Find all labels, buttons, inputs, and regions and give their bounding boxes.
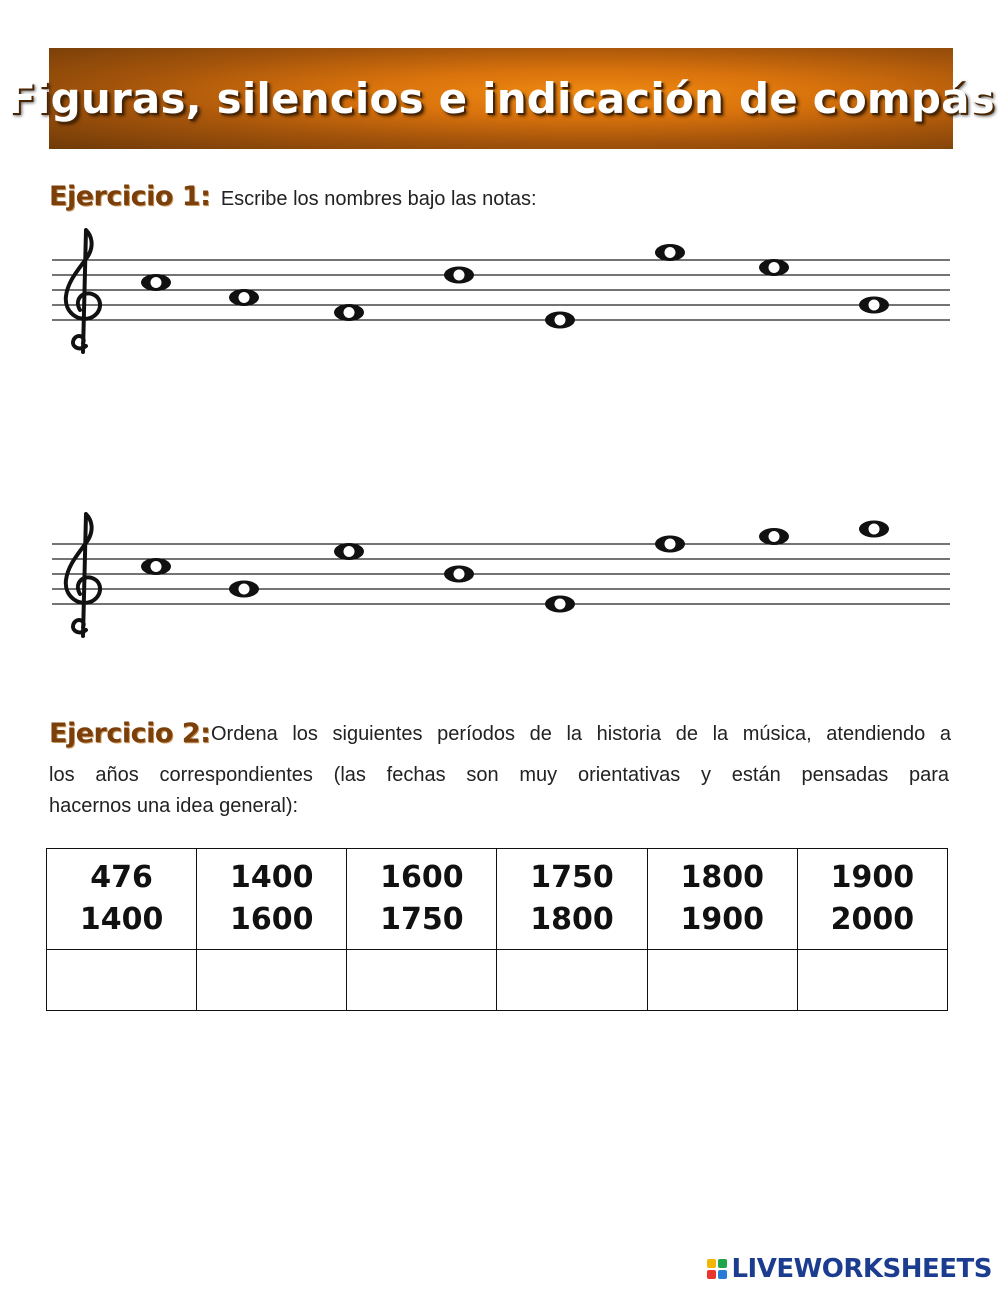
period-cell (797, 849, 947, 950)
answers-row (47, 950, 948, 1011)
period-cell (47, 849, 197, 950)
whole-note (334, 543, 364, 560)
title-banner (7, 48, 995, 149)
period-answer-field[interactable] (798, 950, 947, 1010)
logo-square (707, 1270, 716, 1279)
whole-note (229, 581, 259, 598)
period-answer-field[interactable] (497, 950, 646, 1010)
period-start-year: 1750 (530, 860, 614, 895)
whole-note (759, 528, 789, 545)
exercise-1-label: Ejercicio 1: (49, 181, 211, 212)
music-staff-2 (52, 512, 950, 642)
logo-square (718, 1270, 727, 1279)
treble-clef-icon (66, 514, 100, 636)
brand-name: LIVEWORKSHEETS (731, 1254, 992, 1284)
whole-note (229, 289, 259, 306)
period-end-year: 1800 (530, 902, 614, 937)
answer-cell[interactable] (197, 950, 347, 1011)
period-end-year: 1900 (680, 902, 764, 937)
period-cell (647, 849, 797, 950)
period-start-year: 1600 (380, 860, 464, 895)
music-staff-1 (52, 228, 950, 358)
periods-table (46, 848, 948, 1011)
exercise-1-instruction: Escribe los nombres bajo las notas: (220, 188, 537, 210)
page-title: Figuras, silencios e indicación de compás (7, 74, 995, 123)
exercise-2-instruction-line-3: hacernos una idea general): (49, 795, 299, 817)
period-answer-field[interactable] (347, 950, 496, 1010)
whole-note (444, 566, 474, 583)
period-answer-field[interactable] (197, 950, 346, 1010)
period-end-year: 1750 (380, 902, 464, 937)
period-start-year: 1900 (830, 860, 915, 895)
whole-note (141, 274, 171, 291)
whole-note (759, 259, 789, 276)
liveworksheets-logo (707, 1253, 992, 1285)
answer-cell[interactable] (647, 950, 797, 1011)
answer-cell[interactable] (47, 950, 197, 1011)
answer-cell[interactable] (797, 950, 947, 1011)
exercise-2-heading (49, 718, 210, 749)
logo-square (718, 1259, 727, 1268)
exercise-2-instruction-line-1: Ordena los siguientes períodos de la historia de la música, atendiendo a (211, 723, 951, 745)
period-start-year: 1800 (680, 860, 764, 895)
whole-note (444, 267, 474, 284)
exercise-2-label: Ejercicio 2: (49, 718, 211, 749)
whole-note (859, 521, 889, 538)
period-end-year: 2000 (830, 902, 915, 937)
period-cell (197, 849, 347, 950)
logo-square (707, 1259, 716, 1268)
period-start-year: 476 (90, 860, 153, 895)
period-end-year: 1600 (229, 902, 314, 937)
period-answer-field[interactable] (648, 950, 797, 1010)
period-answer-field[interactable] (47, 950, 196, 1010)
whole-note (141, 558, 171, 575)
whole-note (859, 297, 889, 314)
whole-note (655, 536, 685, 553)
period-start-year: 1400 (229, 860, 314, 895)
exercise-1-heading (49, 181, 537, 212)
whole-note (655, 244, 685, 261)
period-end-year: 1400 (79, 902, 164, 937)
years-row (47, 849, 948, 950)
exercise-2-instruction (49, 760, 949, 822)
whole-note (545, 596, 575, 613)
treble-clef-icon (66, 230, 100, 352)
period-cell (497, 849, 647, 950)
answer-cell[interactable] (347, 950, 497, 1011)
period-cell (347, 849, 497, 950)
whole-note (545, 312, 575, 329)
exercise-2-instruction-line-2: los años correspondientes (las fechas son muy orientativas y están pensadas para (49, 764, 949, 786)
answer-cell[interactable] (497, 950, 647, 1011)
whole-note (334, 304, 364, 321)
liveworksheets-logo-icon (707, 1259, 727, 1279)
